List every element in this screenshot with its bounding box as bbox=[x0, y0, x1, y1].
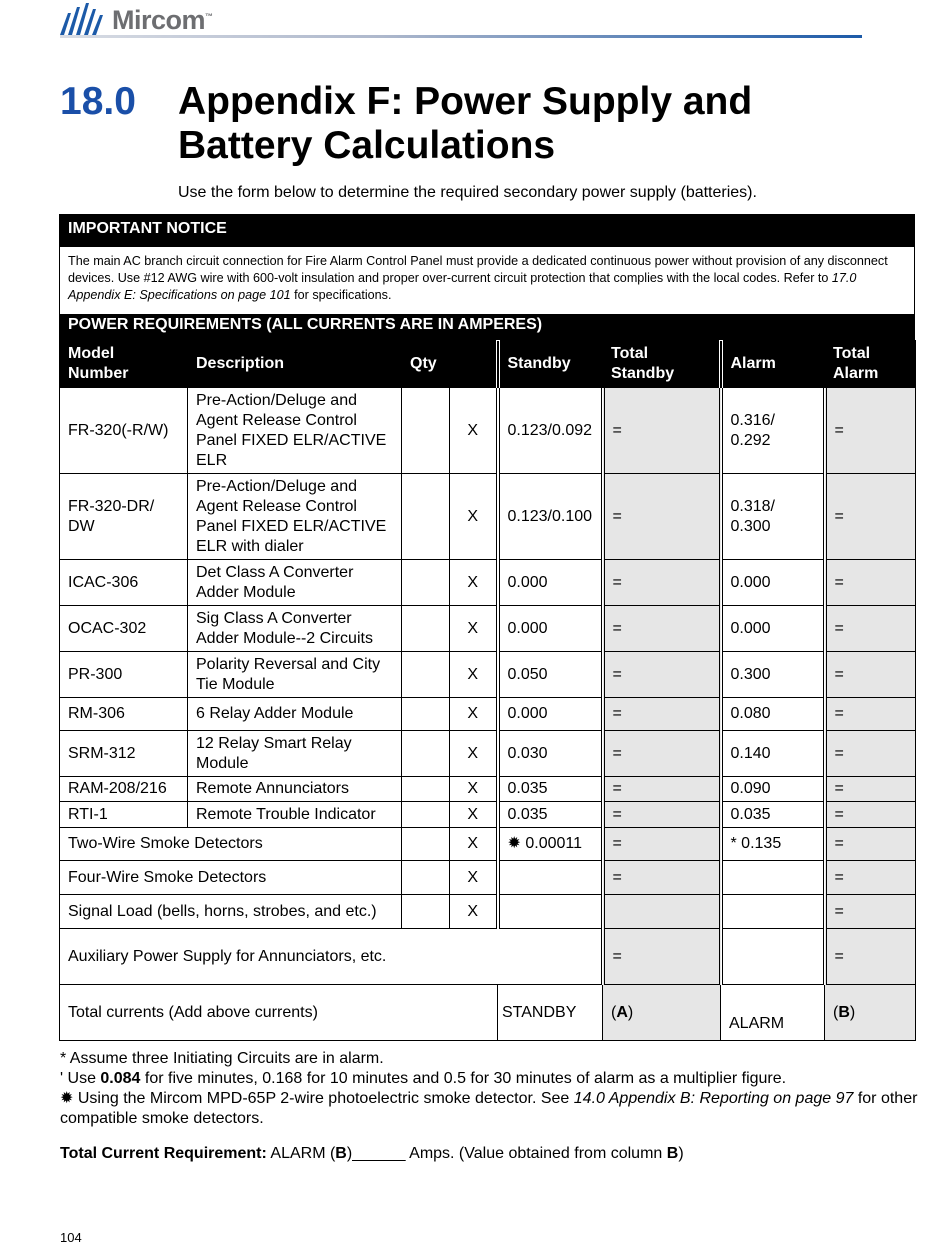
total-alarm-cell[interactable]: = bbox=[825, 861, 916, 895]
total-standby-cell[interactable]: = bbox=[603, 929, 721, 985]
section-number: 18.0 bbox=[60, 80, 136, 123]
qty-cell[interactable] bbox=[402, 388, 450, 474]
total-standby-cell[interactable]: = bbox=[603, 861, 721, 895]
table-row: RAM-208/216 Remote Annunciators X 0.035 = 0.090 = bbox=[60, 777, 916, 802]
col-alarm: Alarm bbox=[721, 341, 825, 388]
col-qty: Qty bbox=[402, 341, 450, 388]
power-requirements-table bbox=[59, 340, 916, 1041]
total-standby-cell[interactable]: = bbox=[603, 777, 721, 802]
total-alarm-cell[interactable]: = bbox=[825, 560, 916, 606]
important-notice bbox=[59, 214, 915, 315]
note-smoke-detector: ✹ Using the Mircom MPD-65P 2-wire photoelectric smoke detector. See 14.0 Appendix B: Reporting on page 97 for other compatible smoke detectors. bbox=[60, 1090, 918, 1127]
total-alarm-cell[interactable]: = bbox=[825, 731, 916, 777]
qty-cell[interactable] bbox=[402, 560, 450, 606]
logo-wordmark: Mircom™ bbox=[112, 5, 213, 35]
table-row: FR-320-DR/ DW Pre-Action/Deluge and Agent Release Control Panel FIXED ELR/ACTIVE ELR with dialer X 0.123/0.100 = 0.318/ 0.300 = bbox=[60, 474, 916, 560]
table-row: Four-Wire Smoke Detectors X = = bbox=[60, 861, 916, 895]
total-alarm-cell[interactable]: = bbox=[825, 698, 916, 731]
totals-row: Total currents (Add above currents) STANDBY (A) ALARM (B) bbox=[60, 985, 916, 1041]
col-total-standby: Total Standby bbox=[603, 341, 721, 388]
standby-cell[interactable] bbox=[498, 895, 603, 929]
table-row: RTI-1 Remote Trouble Indicator X 0.035 = 0.035 = bbox=[60, 802, 916, 828]
total-alarm-cell[interactable]: = bbox=[825, 929, 916, 985]
total-standby-cell[interactable]: = bbox=[603, 802, 721, 828]
qty-cell[interactable] bbox=[402, 861, 450, 895]
power-requirements-heading: POWER REQUIREMENTS (ALL CURRENTS ARE IN AMPERES) bbox=[59, 314, 915, 340]
col-model: Model Number bbox=[60, 341, 188, 388]
section-title: Appendix F: Power Supply and Battery Calculations bbox=[178, 80, 753, 167]
total-standby-cell[interactable]: = bbox=[603, 652, 721, 698]
table-row: RM-306 6 Relay Adder Module X 0.000 = 0.080 = bbox=[60, 698, 916, 731]
note-alarm-circuits: * Assume three Initiating Circuits are in alarm. bbox=[60, 1050, 384, 1067]
alarm-cell[interactable] bbox=[721, 895, 825, 929]
total-a-cell[interactable]: (A) bbox=[603, 985, 721, 1041]
standby-cell[interactable] bbox=[498, 861, 603, 895]
page-number: 104 bbox=[60, 1230, 82, 1245]
total-alarm-cell[interactable]: = bbox=[825, 388, 916, 474]
alarm-cell[interactable] bbox=[721, 861, 825, 895]
total-standby-cell[interactable] bbox=[603, 895, 721, 929]
page-header bbox=[60, 0, 862, 40]
qty-cell[interactable] bbox=[402, 606, 450, 652]
qty-cell[interactable] bbox=[402, 895, 450, 929]
table-notes bbox=[60, 1049, 920, 1129]
total-alarm-cell[interactable]: = bbox=[825, 652, 916, 698]
total-current-requirement: Total Current Requirement: ALARM (B)______ Amps. (Value obtained from column B) bbox=[60, 1145, 684, 1162]
total-standby-cell[interactable]: = bbox=[603, 606, 721, 652]
table-row: FR-320(-R/W) Pre-Action/Deluge and Agent Release Control Panel FIXED ELR/ACTIVE ELR X 0.123/0.092 = 0.316/ 0.292 = bbox=[60, 388, 916, 474]
qty-cell[interactable] bbox=[402, 777, 450, 802]
total-alarm-cell[interactable]: = bbox=[825, 474, 916, 560]
total-standby-cell[interactable]: = bbox=[603, 560, 721, 606]
total-alarm-cell[interactable]: = bbox=[825, 802, 916, 828]
qty-cell[interactable] bbox=[402, 652, 450, 698]
qty-cell[interactable] bbox=[402, 802, 450, 828]
col-standby: Standby bbox=[498, 341, 603, 388]
total-alarm-cell[interactable]: = bbox=[825, 606, 916, 652]
total-alarm-cell[interactable]: = bbox=[825, 828, 916, 861]
mircom-logo-icon bbox=[60, 3, 108, 35]
col-x bbox=[450, 341, 498, 388]
table-row: Two-Wire Smoke Detectors X ✹ 0.00011 = * 0.135 = bbox=[60, 828, 916, 861]
intro-text: Use the form below to determine the required secondary power supply (batteries). bbox=[178, 184, 757, 201]
table-header-row bbox=[60, 341, 916, 388]
qty-cell[interactable] bbox=[402, 828, 450, 861]
total-standby-cell[interactable]: = bbox=[603, 731, 721, 777]
col-total-alarm: Total Alarm bbox=[825, 341, 916, 388]
qty-cell[interactable] bbox=[402, 474, 450, 560]
notice-body: The main AC branch circuit connection for Fire Alarm Control Panel must provide a dedicated continuous power without provision of any disconnect devices. Use #12 AWG wire with 600-volt insulation and proper over-current circuit protection that complies with the local codes. Refer to 17.0 Appendix E: Specifications on page 101 for specifications. bbox=[68, 254, 888, 302]
col-description: Description bbox=[188, 341, 402, 388]
header-rule bbox=[60, 35, 862, 38]
note-multiplier: ' Use 0.084 for five minutes, 0.168 for 10 minutes and 0.5 for 30 minutes of alarm as a multiplier figure. bbox=[60, 1070, 787, 1087]
mircom-logo bbox=[60, 0, 213, 37]
total-alarm-cell[interactable]: = bbox=[825, 777, 916, 802]
notice-heading: IMPORTANT NOTICE bbox=[60, 215, 914, 247]
notice-reference: 17.0 Appendix E: Specifications on page 101 bbox=[68, 271, 857, 302]
total-b-cell[interactable]: (B) bbox=[825, 985, 916, 1041]
table-row: PR-300 Polarity Reversal and City Tie Module X 0.050 = 0.300 = bbox=[60, 652, 916, 698]
total-standby-cell[interactable]: = bbox=[603, 388, 721, 474]
table-row: ICAC-306 Det Class A Converter Adder Module X 0.000 = 0.000 = bbox=[60, 560, 916, 606]
qty-cell[interactable] bbox=[402, 698, 450, 731]
qty-cell[interactable] bbox=[402, 731, 450, 777]
table-row: SRM-312 12 Relay Smart Relay Module X 0.030 = 0.140 = bbox=[60, 731, 916, 777]
table-row: OCAC-302 Sig Class A Converter Adder Module--2 Circuits X 0.000 = 0.000 = bbox=[60, 606, 916, 652]
total-standby-cell[interactable]: = bbox=[603, 698, 721, 731]
total-standby-cell[interactable]: = bbox=[603, 828, 721, 861]
total-alarm-cell[interactable]: = bbox=[825, 895, 916, 929]
table-row: Signal Load (bells, horns, strobes, and etc.) X = bbox=[60, 895, 916, 929]
total-standby-cell[interactable]: = bbox=[603, 474, 721, 560]
table-row: Auxiliary Power Supply for Annunciators, etc. = = bbox=[60, 929, 916, 985]
